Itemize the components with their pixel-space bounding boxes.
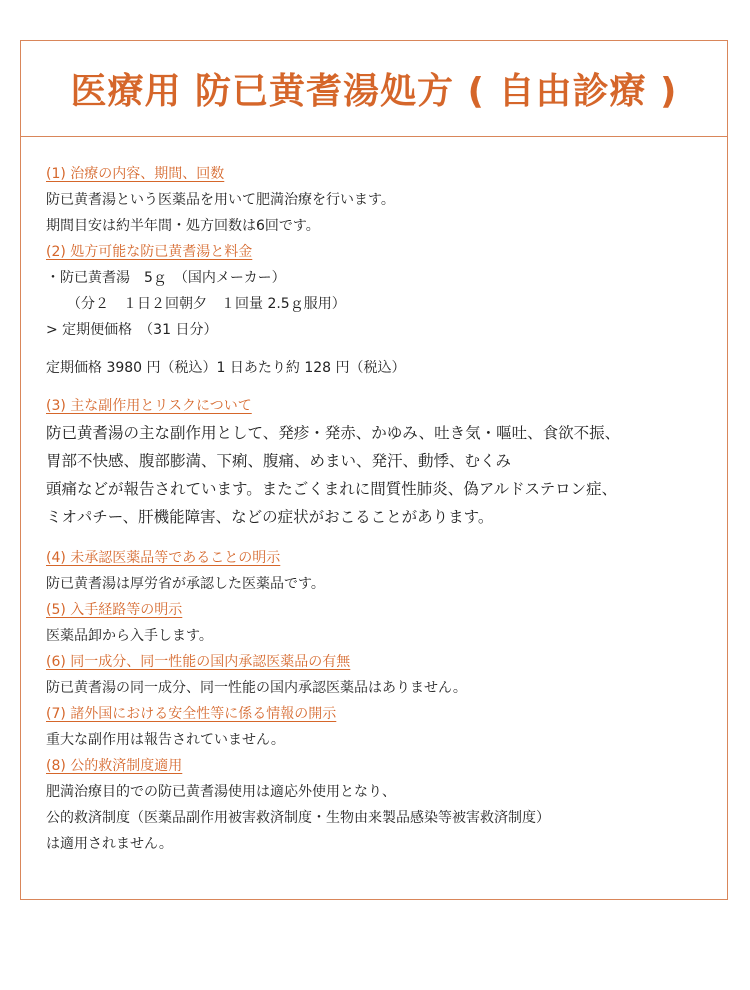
price-line: 定期価格 3980 円（税込）1 日あたり約 128 円（税込）	[46, 360, 406, 376]
text-line: 頭痛などが報告されています。またごくまれに間質性肺炎、偽アルドステロン症、	[46, 480, 618, 498]
page-title: 医療用 防已黄耆湯処方 ( 自由診療 )	[70, 71, 678, 112]
section-title-foreign-safety: (7) 諸外国における安全性等に係る情報の開示	[46, 706, 337, 722]
document-frame	[20, 40, 728, 900]
text-line: 肥満治療目的での防已黄耆湯使用は適応外使用となり、	[46, 784, 396, 800]
section-title-relief: (8) 公的救済制度適用	[46, 758, 183, 774]
text-line: 防已黄耆湯という医薬品を用いて肥満治療を行います。	[46, 192, 395, 208]
section-title-price: (2) 処方可能な防已黄耆湯と料金	[46, 244, 253, 260]
text-line: ・防已黄耆湯 5ｇ （国内メーカー）	[46, 270, 286, 286]
content	[21, 137, 727, 857]
text-line: 防已黄耆湯の主な副作用として、発疹・発赤、かゆみ、吐き気・嘔吐、食欲不振、	[46, 424, 621, 442]
text-line: 期間目安は約半年間・処方回数は6回です。	[46, 218, 320, 234]
text-line: 防已黄耆湯の同一成分、同一性能の国内承認医薬品はありません。	[46, 680, 467, 696]
text-line: 胃部不快感、腹部膨満、下痢、腹痛、めまい、発汗、動悸、むくみ	[46, 452, 512, 470]
section-title-domestic: (6) 同一成分、同一性能の国内承認医薬品の有無	[46, 654, 351, 670]
text-line: > 定期便価格 （31 日分）	[46, 322, 218, 338]
text-line: 医薬品卸から入手します。	[46, 628, 213, 644]
section-title-approval: (4) 未承認医薬品等であることの明示	[46, 550, 281, 566]
text-line: 公的救済制度（医薬品副作用被害救済制度・生物由来製品感染等被害救済制度）	[46, 810, 550, 826]
text-line: は適用されません。	[46, 836, 173, 852]
section-title-side-effects: (3) 主な副作用とリスクについて	[46, 398, 252, 414]
text-line: ミオパチー、肝機能障害、などの症状がおこることがあります。	[46, 508, 494, 526]
section-title-treatment: (1) 治療の内容、期間、回数	[46, 166, 225, 182]
section-title-source: (5) 入手経路等の明示	[46, 602, 183, 618]
text-line: 防已黄耆湯は厚労省が承認した医薬品です。	[46, 576, 325, 592]
text-line: 重大な副作用は報告されていません。	[46, 732, 285, 748]
header	[21, 41, 727, 137]
text-line: （分２ １日２回朝夕 １回量 2.5ｇ服用）	[46, 296, 346, 312]
